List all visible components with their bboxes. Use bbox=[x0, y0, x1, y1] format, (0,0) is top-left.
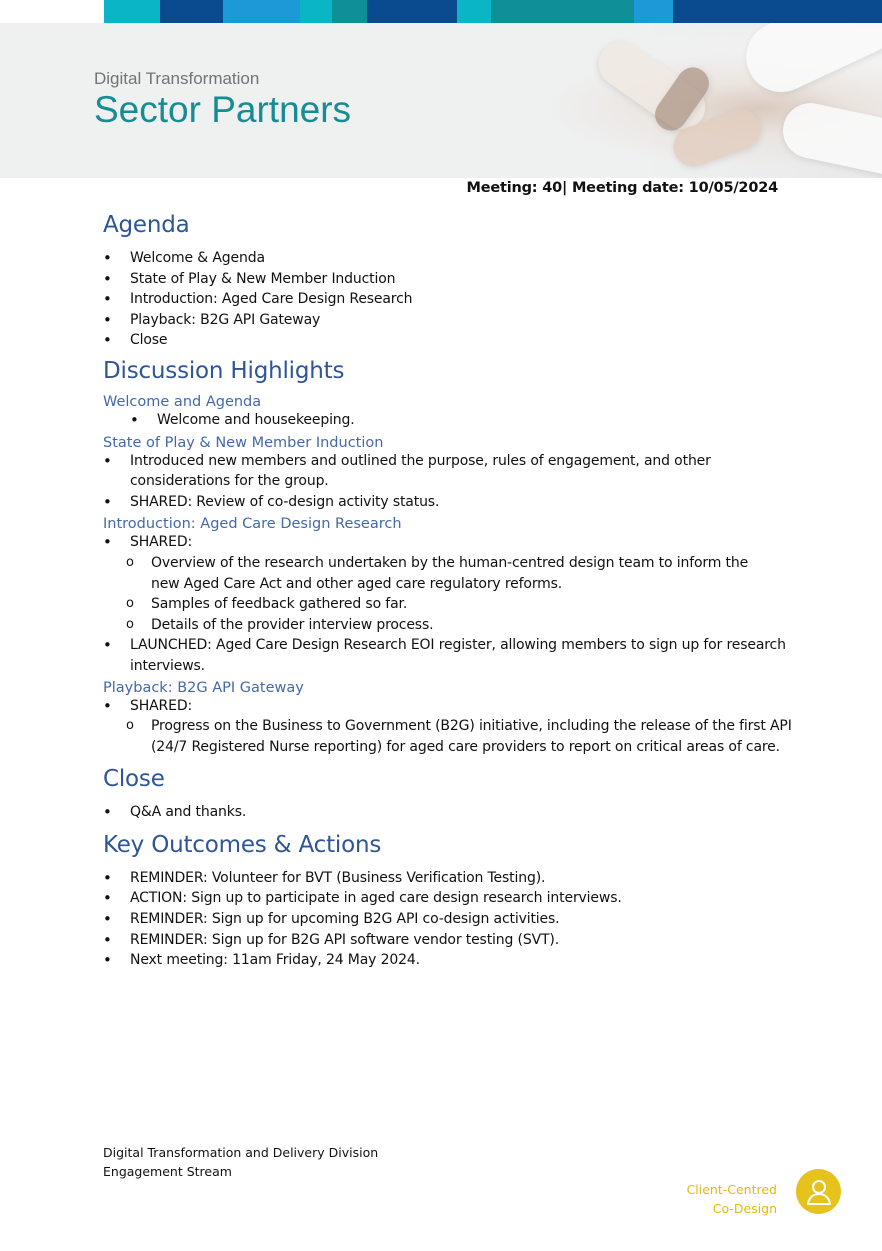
list-item: • State of Play & New Member Induction bbox=[103, 269, 793, 290]
badge-line-2: Co-Design bbox=[712, 1200, 777, 1216]
sub-list-item: o Details of the provider interview process. bbox=[103, 615, 793, 636]
division-name: Digital Transformation and Delivery Division bbox=[103, 1145, 379, 1160]
footer-badge-label bbox=[687, 1181, 777, 1218]
list-item: • SHARED: bbox=[103, 696, 793, 717]
stripe-segment bbox=[223, 0, 300, 23]
outcomes-list bbox=[103, 868, 793, 971]
sub-list-item: o Samples of feedback gathered so far. bbox=[103, 594, 793, 615]
welcome-list bbox=[103, 410, 793, 431]
list-item: • Introduction: Aged Care Design Research bbox=[103, 289, 793, 310]
list-item: • REMINDER: Volunteer for BVT (Business Verification Testing). bbox=[103, 868, 793, 889]
close-heading: Close bbox=[103, 766, 165, 793]
list-item: • Introduced new members and outlined the purpose, rules of engagement, and other considerations for the group. bbox=[103, 451, 793, 492]
intro-subheading: Introduction: Aged Care Design Research bbox=[103, 516, 402, 533]
co-design-badge bbox=[796, 1169, 841, 1214]
state-list bbox=[103, 451, 793, 513]
list-item: • LAUNCHED: Aged Care Design Research EOI register, allowing members to sign up for research interviews. bbox=[103, 635, 793, 676]
list-item: • REMINDER: Sign up for upcoming B2G API co-design activities. bbox=[103, 909, 793, 930]
playback-subheading: Playback: B2G API Gateway bbox=[103, 679, 304, 696]
stripe-segment bbox=[673, 0, 882, 23]
list-item: • Next meeting: 11am Friday, 24 May 2024. bbox=[103, 950, 793, 971]
meeting-info: Meeting: 40| Meeting date: 10/05/2024 bbox=[466, 180, 778, 196]
header-title: Sector Partners bbox=[94, 89, 352, 130]
stripe-segment bbox=[491, 0, 634, 23]
list-item: • Close bbox=[103, 330, 793, 351]
badge-line-1: Client-Centred bbox=[686, 1182, 777, 1197]
list-item: • Welcome & Agenda bbox=[103, 248, 793, 269]
intro-list bbox=[103, 532, 793, 676]
sub-list-item: o Progress on the Business to Government (B2G) initiative, including the release of the first API (24/7 Registered Nurse reporting) for aged care providers to report on critical areas of care. bbox=[103, 716, 793, 757]
footer-division bbox=[103, 1144, 378, 1181]
list-item: • SHARED: bbox=[103, 532, 793, 553]
list-item: • SHARED: Review of co-design activity status. bbox=[103, 492, 793, 513]
stripe-segment bbox=[300, 0, 332, 23]
agenda-heading: Agenda bbox=[103, 212, 190, 238]
outcomes-heading: Key Outcomes & Actions bbox=[103, 831, 382, 858]
header-stripe-bar bbox=[0, 0, 882, 23]
stream-name: Engagement Stream bbox=[103, 1163, 232, 1179]
header-banner bbox=[0, 23, 882, 178]
stripe-segment bbox=[457, 0, 491, 23]
header-subtitle: Digital Transformation bbox=[94, 69, 260, 88]
discussion-heading: Discussion Highlights bbox=[103, 357, 345, 384]
person-icon bbox=[806, 1178, 832, 1206]
close-list bbox=[103, 802, 793, 823]
stripe-segment bbox=[332, 0, 367, 23]
list-item: • Playback: B2G API Gateway bbox=[103, 310, 793, 331]
document-body bbox=[103, 212, 793, 971]
stripe-segment bbox=[160, 0, 223, 23]
list-item: • ACTION: Sign up to participate in aged care design research interviews. bbox=[103, 888, 793, 909]
stripe-segment bbox=[634, 0, 673, 23]
list-item: • Q&A and thanks. bbox=[103, 802, 793, 823]
stripe-segment bbox=[104, 0, 160, 23]
playback-list bbox=[103, 696, 793, 758]
stacked-hands-photo bbox=[442, 23, 882, 178]
list-item: • REMINDER: Sign up for B2G API software vendor testing (SVT). bbox=[103, 930, 793, 951]
stripe-segment bbox=[367, 0, 457, 23]
welcome-subheading: Welcome and Agenda bbox=[103, 393, 262, 410]
stripe-segment bbox=[0, 0, 104, 23]
state-subheading: State of Play & New Member Induction bbox=[103, 434, 384, 451]
sub-list-item: o Overview of the research undertaken by the human-centred design team to inform the new Aged Care Act and other aged care regulatory reforms. bbox=[103, 553, 793, 594]
list-item: • Welcome and housekeeping. bbox=[103, 410, 793, 431]
agenda-list bbox=[103, 248, 793, 351]
